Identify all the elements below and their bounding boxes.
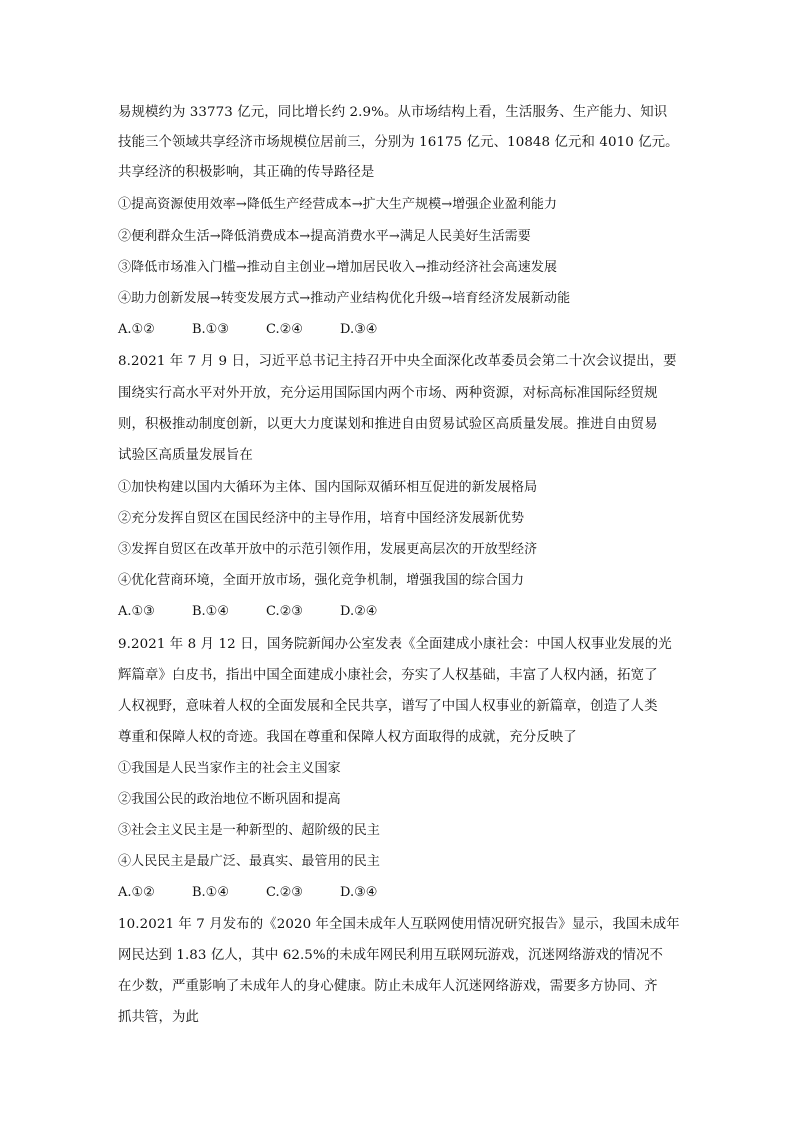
choice-d: D.③④ <box>340 322 378 337</box>
choice-d: D.③④ <box>340 885 378 900</box>
answer-choices-q9 <box>118 884 414 902</box>
option-line: ④助力创新发展→转变发展方式→推动产业结构优化升级→培育经济发展新动能 <box>118 291 571 306</box>
option-line: ③发挥自贸区在改革开放中的示范引领作用，发展更高层次的开放型经济 <box>118 542 538 557</box>
question-10-line: 10.2021 年 7 月发布的《2020 年全国未成年人互联网使用情况研究报告》显示，我国未成年 <box>118 917 680 932</box>
text-line: 围绕实行高水平对外开放，充分运用国际国内两个市场、两种资源，对标高标准国际经贸规 <box>118 386 658 401</box>
choice-c: C.②③ <box>266 885 303 900</box>
text-line: 则，积极推动制度创新，以更大力度谋划和推进自由贸易试验区高质量发展。推进自由贸易 <box>118 417 658 432</box>
question-8-line: 8.2021 年 7 月 9 日，习近平总书记主持召开中央全面深化改革委员会第二十次会议提出，要 <box>118 354 677 369</box>
option-line: ④优化营商环境，全面开放市场，强化竞争机制，增强我国的综合国力 <box>118 573 525 588</box>
choice-a: A.①② <box>118 322 155 337</box>
choice-c: C.②③ <box>266 604 303 619</box>
choice-a: A.①② <box>118 885 155 900</box>
option-line: ①加快构建以国内大循环为主体、国内国际双循环相互促进的新发展格局 <box>118 480 538 495</box>
answer-choices-q7 <box>118 321 414 339</box>
option-line: ③社会主义民主是一种新型的、超阶级的民主 <box>118 823 381 838</box>
text-line: 易规模约为 33773 亿元，同比增长约 2.9%。从市场结构上看，生活服务、生产能力、知识 <box>118 105 668 120</box>
choice-d: D.②④ <box>340 604 378 619</box>
answer-choices-q8 <box>118 603 414 621</box>
text-line: 网民达到 1.83 亿人，其中 62.5%的未成年网民利用互联网玩游戏，沉迷网络游戏的情况不 <box>118 948 664 963</box>
choice-b: B.①④ <box>192 885 229 900</box>
text-line: 尊重和保障人权的奇迹。我国在尊重和保障人权方面取得的成就，充分反映了 <box>118 730 577 745</box>
text-line: 共享经济的积极影响，其正确的传导路径是 <box>118 165 375 180</box>
option-line: ②充分发挥自贸区在国民经济中的主导作用，培育中国经济发展新优势 <box>118 511 525 526</box>
option-line: ③降低市场准入门槛→推动自主创业→增加居民收入→推动经济社会高速发展 <box>118 260 558 275</box>
text-line: 技能三个领域共享经济市场规模位居前三，分别为 16175 亿元、10848 亿元和 4010 亿元。 <box>118 135 679 150</box>
option-line: ①提高资源使用效率→降低生产经营成本→扩大生产规模→增强企业盈利能力 <box>118 197 558 212</box>
choice-b: B.①③ <box>192 322 229 337</box>
choice-c: C.②④ <box>266 322 303 337</box>
choice-a: A.①③ <box>118 604 155 619</box>
text-line: 抓共管，为此 <box>118 1010 199 1025</box>
option-line: ②我国公民的政治地位不断巩固和提高 <box>118 792 341 807</box>
text-line: 试验区高质量发展旨在 <box>118 448 253 463</box>
text-line: 人权视野，意味着人权的全面发展和全民共享，谱写了中国人权事业的新篇章，创造了人类 <box>118 699 658 714</box>
text-line: 在少数，严重影响了未成年人的身心健康。防止未成年人沉迷网络游戏，需要多方协同、齐 <box>118 979 658 994</box>
option-line: ④人民民主是最广泛、最真实、最管用的民主 <box>118 854 381 869</box>
text-line: 辉篇章》白皮书，指出中国全面建成小康社会，夯实了人权基础，丰富了人权内涵，拓宽了 <box>118 668 658 683</box>
option-line: ①我国是人民当家作主的社会主义国家 <box>118 761 341 776</box>
option-line: ②便利群众生活→降低消费成本→提高消费水平→满足人民美好生活需要 <box>118 229 531 244</box>
question-9-line: 9.2021 年 8 月 12 日，国务院新闻办公室发表《全面建成小康社会：中国人权事业发展的光 <box>118 637 672 652</box>
choice-b: B.①④ <box>192 604 229 619</box>
